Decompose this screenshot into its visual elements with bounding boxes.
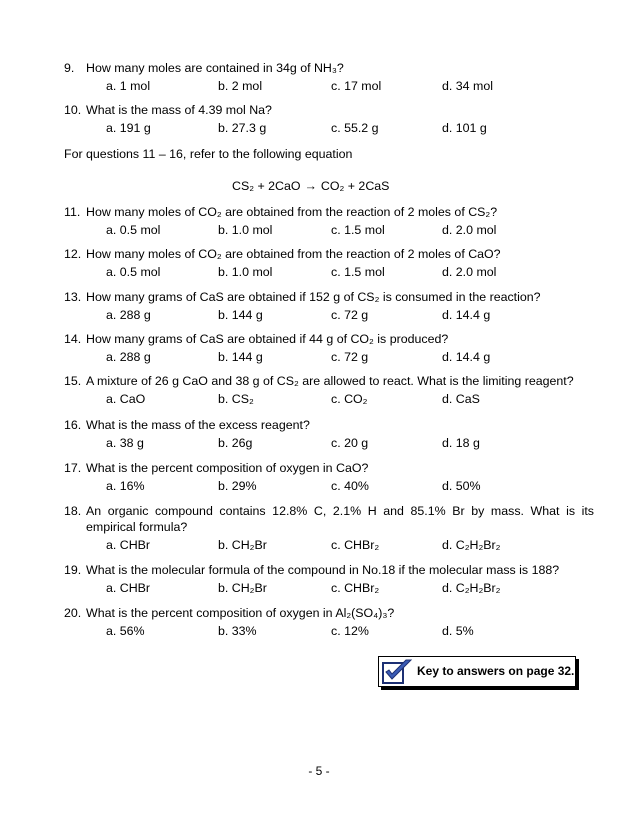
option-b: b. CH₂Br	[218, 538, 267, 552]
question-number: 12.	[64, 247, 82, 261]
option-c: c. 72 g	[331, 350, 369, 364]
question-number: 15.	[64, 374, 82, 388]
option-b: b. 2 mol	[218, 79, 263, 93]
answer-key-note	[378, 656, 576, 687]
option-b: b. CS₂	[218, 392, 254, 406]
question-text: How many grams of CaS are obtained if 44 g of CO₂ is produced?	[86, 332, 449, 346]
question-text: What is the molecular formula of the compound in No.18 if the molecular mass is 188?	[86, 563, 560, 577]
answer-options	[64, 580, 594, 596]
option-a: a. CaO	[106, 392, 146, 406]
question-9	[64, 60, 594, 94]
chemical-equation	[232, 178, 389, 194]
question-17	[64, 460, 594, 494]
answer-key-text: Key to answers on page 32.	[417, 664, 575, 678]
option-b: b. 144 g	[218, 350, 263, 364]
question-text: What is the mass of 4.39 mol Na?	[86, 103, 272, 117]
equation-products: CO₂ + 2CaS	[320, 179, 390, 193]
answer-options	[64, 120, 594, 136]
answer-options	[64, 478, 594, 494]
option-c: c. 72 g	[331, 308, 369, 322]
equation-reactants: CS₂ + 2CaO	[232, 179, 301, 193]
question-text: How many moles of CO₂ are obtained from the reaction of 2 moles of CS₂?	[86, 205, 498, 219]
option-b: b. 33%	[218, 624, 257, 638]
question-16	[64, 417, 594, 451]
answer-options	[64, 264, 594, 280]
question-text: How many grams of CaS are obtained if 152 g of CS₂ is consumed in the reaction?	[86, 290, 541, 304]
option-c: c. 55.2 g	[331, 121, 379, 135]
question-number: 11.	[64, 205, 81, 219]
option-d: d. 2.0 mol	[442, 223, 497, 237]
option-c: c. 17 mol	[331, 79, 382, 93]
page-number: - 5 -	[308, 764, 330, 778]
option-a: a. 56%	[106, 624, 145, 638]
option-d: d. CaS	[442, 392, 480, 406]
option-b: b. 1.0 mol	[218, 223, 273, 237]
answer-options	[64, 78, 594, 94]
checkmark-icon	[382, 658, 414, 685]
option-d: d. 50%	[442, 479, 481, 493]
option-c: c. CHBr₂	[331, 581, 380, 595]
question-text: How many moles are contained in 34g of NH₃?	[86, 61, 344, 75]
option-a: a. 191 g	[106, 121, 151, 135]
question-text: What is the percent composition of oxygen in Al₂(SO₄)₃?	[86, 606, 395, 620]
option-d: d. 5%	[442, 624, 474, 638]
option-a: a. 16%	[106, 479, 145, 493]
answer-options	[64, 349, 594, 365]
option-a: a. 38 g	[106, 436, 144, 450]
question-12	[64, 246, 594, 280]
option-c: c. CHBr₂	[331, 538, 380, 552]
question-number: 19.	[64, 563, 82, 577]
option-c: c. 1.5 mol	[331, 223, 385, 237]
option-b: b. 26g	[218, 436, 253, 450]
option-c: c. CO₂	[331, 392, 368, 406]
option-a: a. CHBr	[106, 581, 151, 595]
question-text: A mixture of 26 g CaO and 38 g of CS₂ are allowed to react. What is the limiting reagent?	[86, 374, 574, 388]
answer-options	[64, 623, 594, 639]
option-a: a. 288 g	[106, 308, 151, 322]
question-number: 20.	[64, 606, 82, 620]
question-number: 18.	[64, 504, 82, 518]
equation-intro: For questions 11 – 16, refer to the following equation	[64, 147, 353, 161]
question-text: What is the percent composition of oxygen in CaO?	[86, 461, 369, 475]
question-15	[64, 373, 594, 407]
option-d: d. C₂H₂Br₂	[442, 581, 501, 595]
option-d: d. 14.4 g	[442, 308, 491, 322]
option-a: a. 288 g	[106, 350, 151, 364]
answer-options	[64, 435, 594, 451]
option-a: a. 1 mol	[106, 79, 151, 93]
answer-options	[64, 222, 594, 238]
option-b: b. CH₂Br	[218, 581, 267, 595]
option-b: b. 1.0 mol	[218, 265, 273, 279]
option-b: b. 27.3 g	[218, 121, 267, 135]
answer-options	[64, 307, 594, 323]
question-number: 16.	[64, 418, 82, 432]
answer-options	[64, 391, 594, 407]
option-c: c. 20 g	[331, 436, 369, 450]
option-d: d. 18 g	[442, 436, 480, 450]
option-a: a. 0.5 mol	[106, 265, 161, 279]
question-number: 10.	[64, 103, 82, 117]
option-a: a. 0.5 mol	[106, 223, 161, 237]
option-d: d. C₂H₂Br₂	[442, 538, 501, 552]
option-a: a. CHBr	[106, 538, 151, 552]
question-18	[64, 503, 594, 553]
question-text: What is the mass of the excess reagent?	[86, 418, 310, 432]
option-c: c. 40%	[331, 479, 369, 493]
option-c: c. 12%	[331, 624, 369, 638]
question-20	[64, 605, 594, 639]
question-14	[64, 331, 594, 365]
question-13	[64, 289, 594, 323]
option-c: c. 1.5 mol	[331, 265, 385, 279]
question-text: An organic compound contains 12.8% C, 2.1% H and 85.1% Br by mass. What is its empirical formula?	[86, 504, 594, 534]
question-10	[64, 102, 594, 136]
option-d: d. 101 g	[442, 121, 487, 135]
option-d: d. 14.4 g	[442, 350, 491, 364]
answer-options	[64, 537, 594, 553]
question-number: 17.	[64, 461, 82, 475]
option-b: b. 144 g	[218, 308, 263, 322]
question-text: How many moles of CO₂ are obtained from the reaction of 2 moles of CaO?	[86, 247, 501, 261]
question-19	[64, 562, 594, 596]
question-number: 13.	[64, 290, 82, 304]
option-d: d. 34 mol	[442, 79, 493, 93]
question-number: 14.	[64, 332, 82, 346]
question-11	[64, 204, 594, 238]
reaction-arrow: →	[304, 179, 317, 193]
option-b: b. 29%	[218, 479, 257, 493]
question-number: 9.	[64, 61, 75, 75]
option-d: d. 2.0 mol	[442, 265, 497, 279]
